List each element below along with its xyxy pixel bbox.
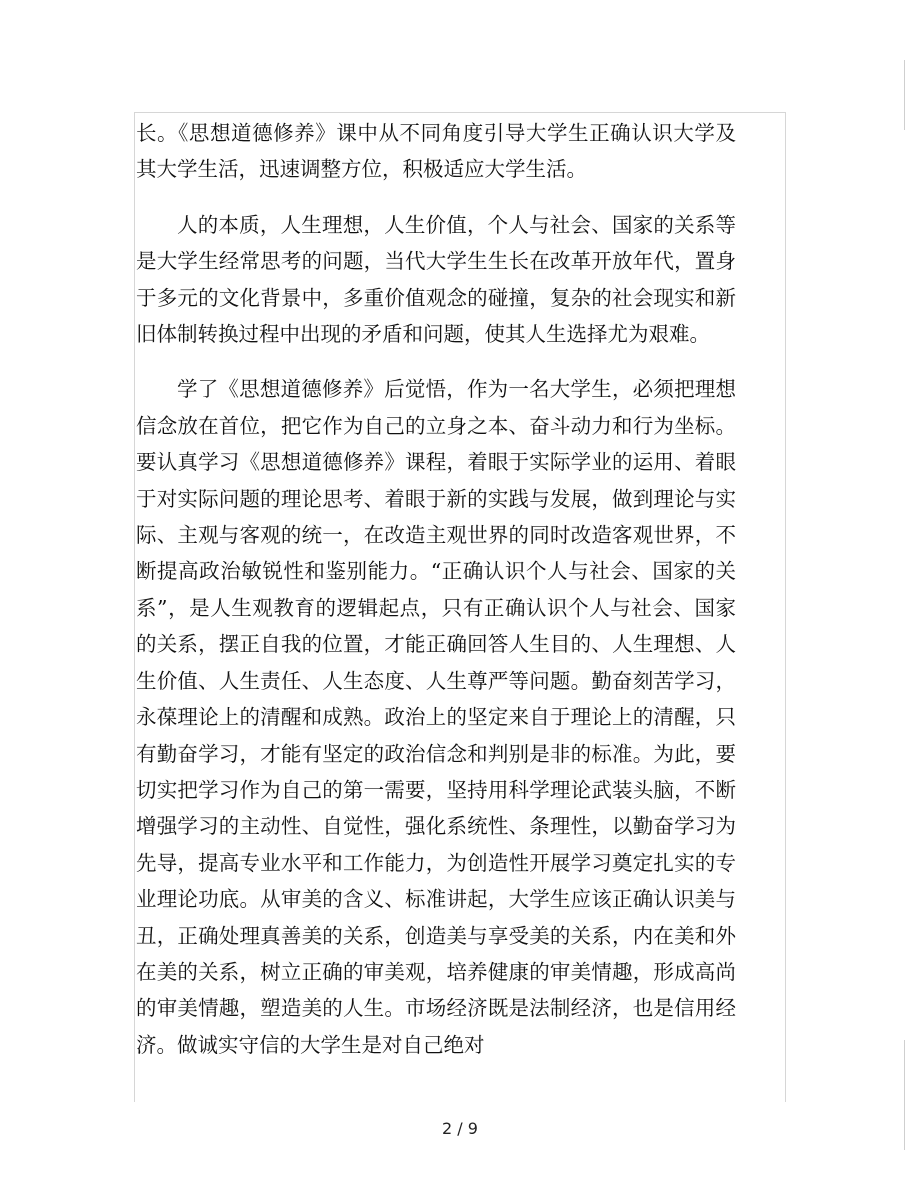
paragraph-human-nature: 人的本质，人生理想，人生价值，个人与社会、国家的关系等是大学生经常思考的问题，当代大学生生长在改革开放年代，置身于多元的文化背景中，多重价值观念的碰撞，复杂的社会现实和新旧体制转换过程中出现的矛盾和问题，使其人生选择尤为艰难。 xyxy=(136,212,736,347)
page-frame-top-border xyxy=(134,112,786,113)
page-frame-right-border xyxy=(785,112,786,1102)
document-body xyxy=(136,115,736,1063)
page-number: 2 / 9 xyxy=(442,1119,478,1138)
page-edge-mark xyxy=(904,60,905,130)
paragraph-continuation: 长。《思想道德修养》课中从不同角度引导大学生正确认识大学及其大学生活，迅速调整方位，积极适应大学生活。 xyxy=(136,121,736,182)
paragraph-study-reflection: 学了《思想道德修养》后觉悟，作为一名大学生，必须把理想信念放在首位，把它作为自己的立身之本、奋斗动力和行为坐标。要认真学习《思想道德修养》课程，着眼于实际学业的运用、着眼于对实际问题的理论思考、着眼于新的实践与发展，做到理论与实际、主观与客观的统一，在改造主观世界的同时改造客观世界，不断提高政治敏锐性和鉴别能力。“正确认识个人与社会、国家的关系”，是人生观教育的逻辑起点，只有正确认识个人与社会、国家的关系，摆正自我的位置，才能正确回答人生目的、人生理想、人生价值、人生责任、人生态度、人生尊严等问题。勤奋刻苦学习，永葆理论上的清醒和成熟。政治上的坚定来自于理论上的清醒，只有勤奋学习，才能有坚定的政治信念和判别是非的标准。为此，要切实把学习作为自己的第一需要，坚持用科学理论武装头脑，不断增强学习的主动性、自觉性，强化系统性、条理性，以勤奋学习为先导，提高专业水平和工作能力，为创造性开展学习奠定扎实的专业理论功底。从审美的含义、标准讲起，大学生应该正确认识美与丑，正确处理真善美的关系，创造美与享受美的关系，内在美和外在美的关系，树立正确的审美观，培养健康的审美情趣，形成高尚的审美情趣，塑造美的人生。市场经济既是法制经济，也是信用经济。做诚实守信的大学生是对自己绝对 xyxy=(136,377,736,1057)
page-frame-left-border xyxy=(134,112,135,1102)
